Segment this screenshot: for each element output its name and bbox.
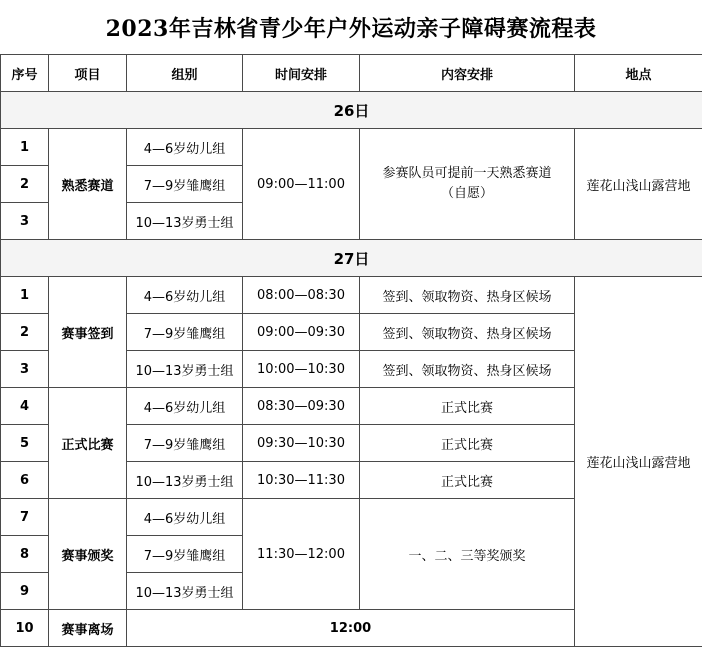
group-cell: 4—6岁幼儿组	[127, 277, 243, 314]
time-cell: 08:00—08:30	[243, 277, 360, 314]
time-cell: 12:00	[127, 610, 575, 647]
content-cell: 签到、领取物资、热身区候场	[360, 277, 575, 314]
page-title: 2023年吉林省青少年户外运动亲子障碍赛流程表	[105, 15, 597, 42]
group-cell: 7—9岁雏鹰组	[127, 425, 243, 462]
schedule-table	[0, 54, 702, 647]
header-cell: 地点	[575, 55, 702, 92]
group-cell: 4—6岁幼儿组	[127, 388, 243, 425]
row-number: 2	[1, 314, 49, 351]
group-cell: 7—9岁雏鹰组	[127, 314, 243, 351]
row-number: 1	[1, 129, 49, 166]
header-cell: 内容安排	[360, 55, 575, 92]
group-cell: 10—13岁勇士组	[127, 573, 243, 610]
group-cell: 10—13岁勇士组	[127, 203, 243, 240]
project-cell: 熟悉赛道	[49, 129, 127, 240]
row-number: 7	[1, 499, 49, 536]
content-cell: 签到、领取物资、热身区候场	[360, 351, 575, 388]
row-number: 9	[1, 573, 49, 610]
day-row	[1, 240, 702, 277]
time-cell: 09:00—09:30	[243, 314, 360, 351]
content-cell: 一、二、三等奖颁奖	[360, 499, 575, 610]
row-number: 1	[1, 277, 49, 314]
row-number: 3	[1, 203, 49, 240]
row-number: 3	[1, 351, 49, 388]
project-cell: 赛事颁奖	[49, 499, 127, 610]
row-number: 2	[1, 166, 49, 203]
row-number: 6	[1, 462, 49, 499]
project-cell: 赛事离场	[49, 610, 127, 647]
content-cell: 正式比赛	[360, 462, 575, 499]
project-cell: 赛事签到	[49, 277, 127, 388]
group-cell: 10—13岁勇士组	[127, 462, 243, 499]
time-cell: 09:00—11:00	[243, 129, 360, 240]
group-cell: 4—6岁幼儿组	[127, 129, 243, 166]
content-cell: 签到、领取物资、热身区候场	[360, 314, 575, 351]
content-cell: 正式比赛	[360, 388, 575, 425]
row-number: 10	[1, 610, 49, 647]
day-row	[1, 92, 702, 129]
location-cell: 莲花山浅山露营地	[575, 277, 702, 647]
time-cell: 11:30—12:00	[243, 499, 360, 610]
row-number: 8	[1, 536, 49, 573]
header-row	[1, 55, 702, 92]
group-cell: 7—9岁雏鹰组	[127, 536, 243, 573]
content-cell: 正式比赛	[360, 425, 575, 462]
header-cell: 项目	[49, 55, 127, 92]
day-label: 27日	[1, 240, 702, 277]
table-row	[1, 277, 702, 314]
group-cell: 10—13岁勇士组	[127, 351, 243, 388]
day-label: 26日	[1, 92, 702, 129]
header-cell: 时间安排	[243, 55, 360, 92]
time-cell: 08:30—09:30	[243, 388, 360, 425]
row-number: 4	[1, 388, 49, 425]
group-cell: 7—9岁雏鹰组	[127, 166, 243, 203]
content-cell: 参赛队员可提前一天熟悉赛道 （自愿）	[360, 129, 575, 240]
group-cell: 4—6岁幼儿组	[127, 499, 243, 536]
location-cell: 莲花山浅山露营地	[575, 129, 702, 240]
header-cell: 序号	[1, 55, 49, 92]
time-cell: 10:30—11:30	[243, 462, 360, 499]
project-cell: 正式比赛	[49, 388, 127, 499]
header-cell: 组别	[127, 55, 243, 92]
time-cell: 09:30—10:30	[243, 425, 360, 462]
table-row	[1, 129, 702, 166]
row-number: 5	[1, 425, 49, 462]
time-cell: 10:00—10:30	[243, 351, 360, 388]
